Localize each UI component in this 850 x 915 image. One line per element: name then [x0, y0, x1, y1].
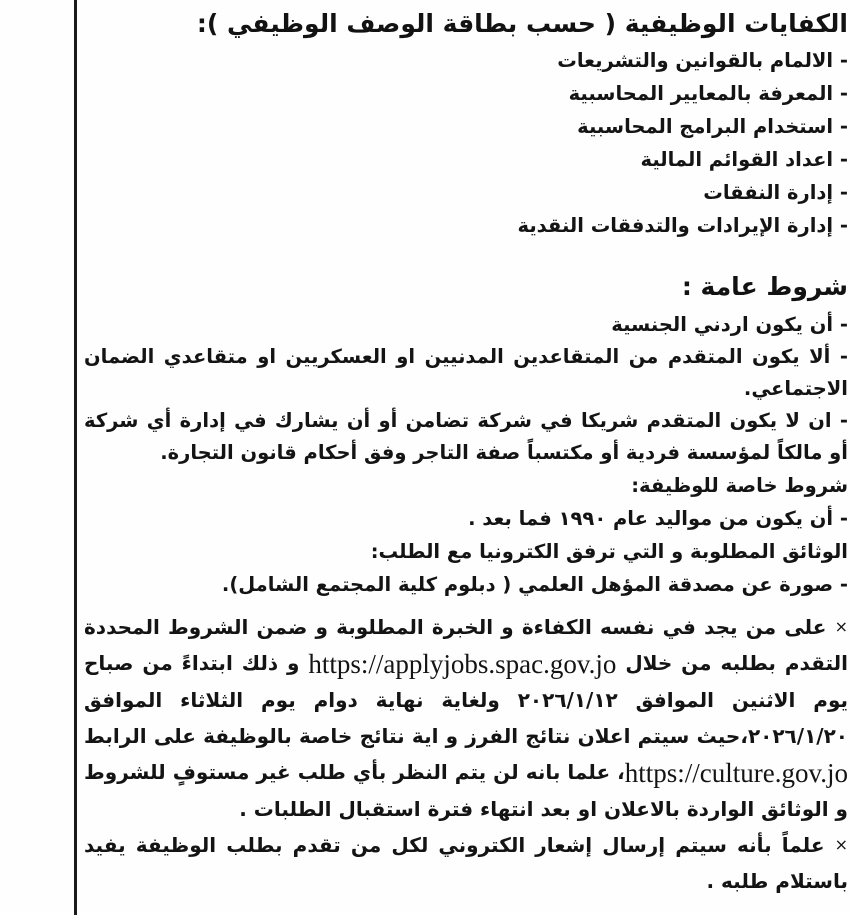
email-confirmation-text: علماً بأنه سيتم إرسال إشعار الكتروني لكل من تقدم بطلب الوظيفة يفيد باستلام طلبه . [84, 833, 848, 893]
required-document-item-1: - صورة عن مصدقة المؤهل العلمي ( دبلوم كلية المجتمع الشامل). [221, 573, 848, 596]
column-divider-rule [74, 0, 77, 915]
special-conditions-heading: شروط خاصة للوظيفة: [631, 474, 848, 497]
document-content [82, 0, 850, 899]
general-condition-item-3: - ان لا يكون المتقدم شريكا في شركة تضامن أو أن يشارك في إدارة أي شركة أو مالكاً لمؤسسة فردية أو مكتسباً صفة التاجر وفق أحكام قانون التجارة. [84, 409, 848, 464]
application-note-part-3: ولغاية نهاية دوام يوم الثلاثاء الموافق [84, 688, 500, 712]
application-note-part-1: على من يجد في نفسه الكفاءة و الخبرة المطلوبة و ضمن الشروط المحددة التقدم بطلبه من خلال [84, 615, 848, 675]
x-bullet-icon: × [834, 835, 848, 854]
competency-item: - إدارة الإيرادات والتدفقات النقدية [517, 214, 848, 237]
application-note-part-4: ،حيث سيتم اعلان نتائج الفرز و اية نتائج خاصة بالوظيفة على الرابط [84, 724, 748, 748]
application-end-date: ٢٠٢٦/١/٢٠ [747, 724, 848, 748]
application-start-date: ٢٠٢٦/١/١٢ [517, 688, 618, 712]
application-note-part-5: ، علما بانه لن يتم النظر بأي طلب غير مستوفٍ للشروط و الوثائق الواردة بالاعلان او بعد انتهاء فترة استقبال الطلبات . [84, 760, 848, 821]
competency-item: - إدارة النفقات [703, 181, 848, 204]
general-condition-item-2: - ألا يكون المتقدم من المتقاعدين المدنيين او العسكريين او متقاعدي الضمان الاجتماعي. [84, 345, 848, 400]
competency-item: - استخدام البرامج المحاسبية [577, 115, 848, 138]
section-spacer [82, 601, 850, 609]
competencies-heading: الكفايات الوظيفية ( حسب بطاقة الوصف الوظيفي ): [196, 9, 848, 38]
special-condition-item-1: - أن يكون من مواليد عام ١٩٩٠ فما بعد . [468, 507, 848, 530]
competency-item: - اعداد القوائم المالية [640, 148, 848, 171]
application-note [82, 609, 850, 827]
email-confirmation-note [82, 827, 850, 899]
section-spacer [82, 242, 850, 256]
x-bullet-icon: × [834, 617, 848, 636]
competency-item: - المعرفة بالمعايير المحاسبية [568, 82, 848, 105]
apply-jobs-url[interactable]: https://applyjobs.spac.gov.jo [308, 649, 617, 679]
general-conditions-heading: شروط عامة : [681, 272, 848, 301]
required-documents-heading: الوثائق المطلوبة و التي ترفق الكترونيا مع الطلب: [370, 540, 848, 563]
application-note-part-2: و ذلك ابتداءً من صباح يوم الاثنين الموافق [84, 651, 848, 712]
competency-item: - الالمام بالقوانين والتشريعات [557, 49, 848, 72]
culture-gov-url[interactable]: https://culture.gov.jo [624, 758, 848, 788]
general-condition-item-1: - أن يكون اردني الجنسية [611, 313, 848, 336]
